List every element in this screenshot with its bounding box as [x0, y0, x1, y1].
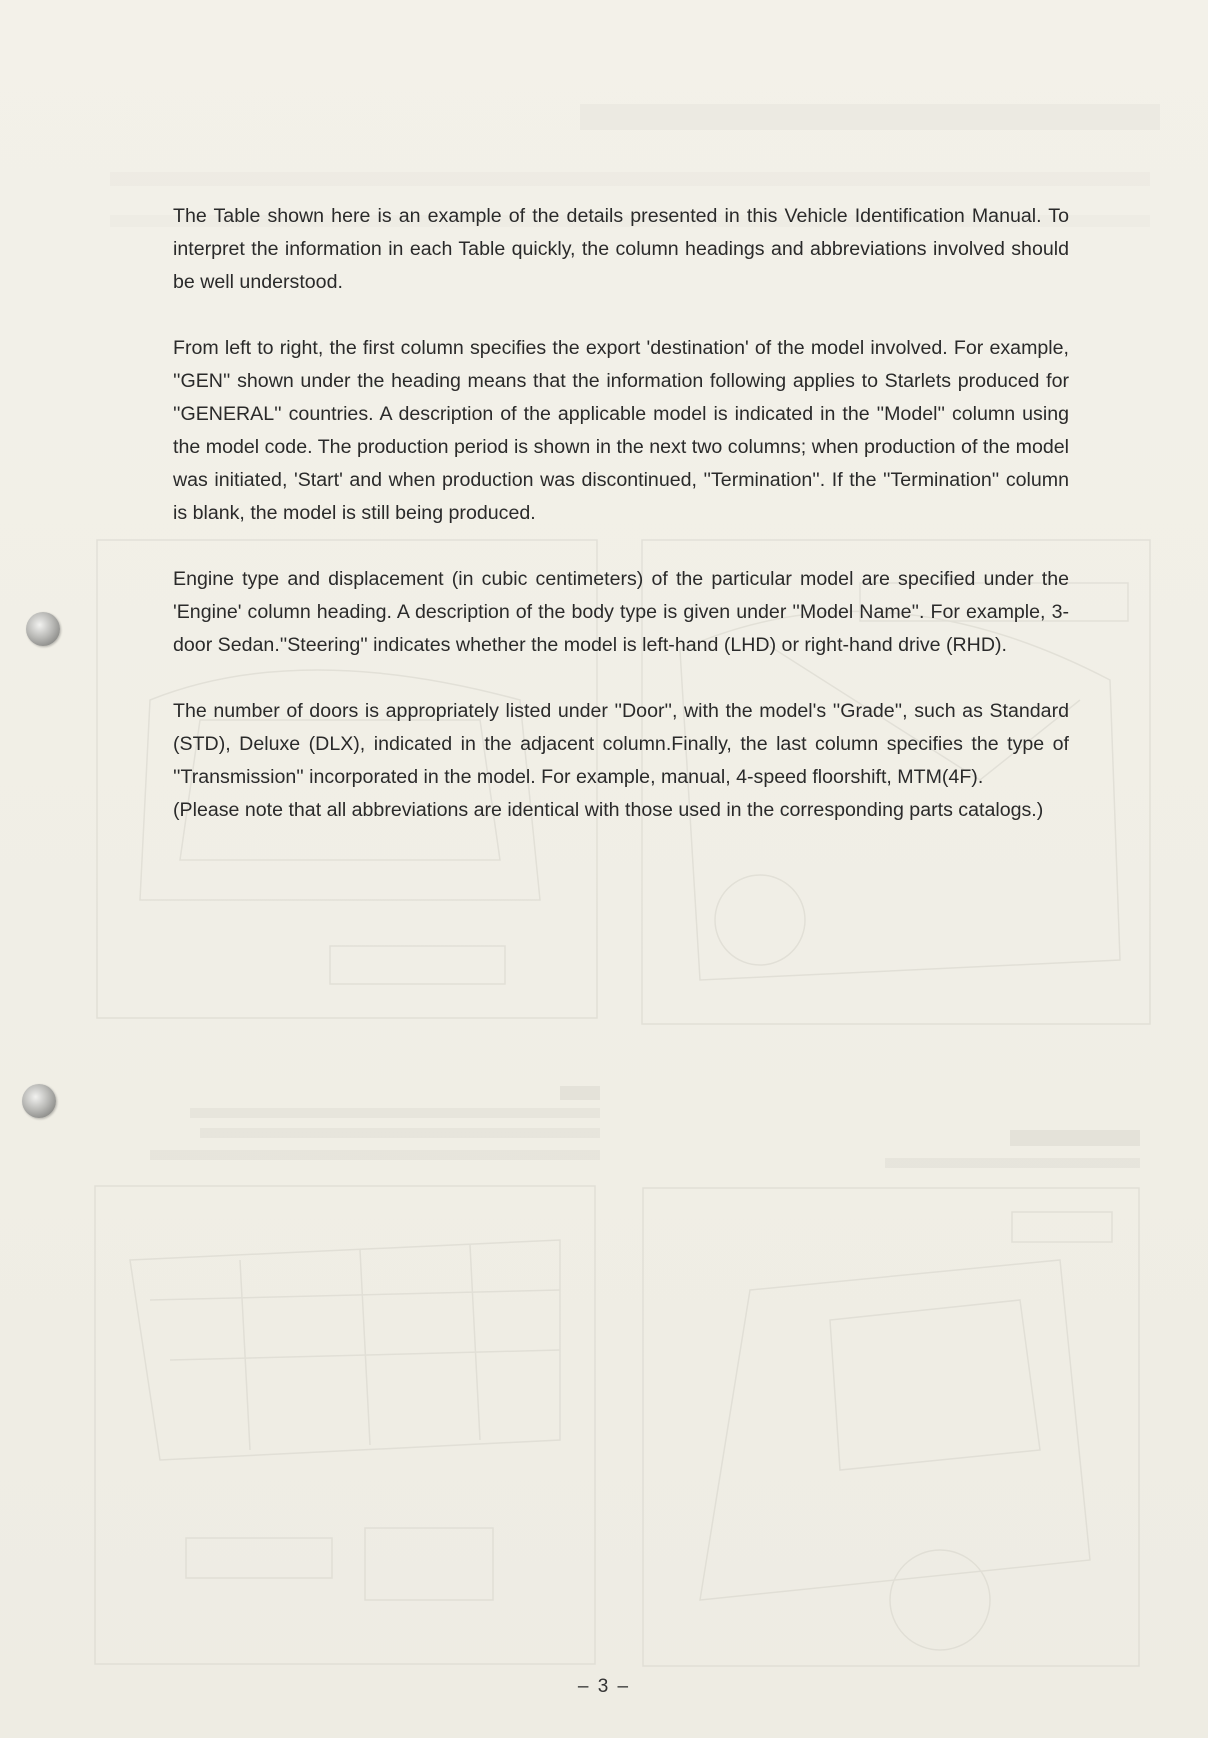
binder-hole-top: [26, 612, 60, 646]
paragraph-note: (Please note that all abbreviations are identical with those used in the corresponding parts catalogs.): [173, 799, 1044, 821]
paragraph-door-grade: The number of doors is appropriately listed under ''Door'', with the model's ''Grade'', such as Standard (STD), Deluxe (DLX), indicated in the adjacent column.Finally, the last column specifies the type of ''Transmission'' incorporated in the model. For example, manual, 4-speed floorshift, MTM(4F).: [173, 700, 1069, 788]
page-number: – 3 –: [577, 1676, 631, 1697]
paragraph-intro: The Table shown here is an example of the details presented in this Vehicle Identification Manual. To interpret the information in each Table quickly, the column headings and abbreviations involved should be well understood.: [173, 205, 1069, 293]
paragraph-columns: From left to right, the first column specifies the export 'destination' of the model involved. For example, ''GEN'' shown under the heading means that the information following applies to Starlets produced for ''GENERAL'' countries. A description of the applicable model is indicated in the ''Model'' column using the model code. The production period is shown in the next two columns; when production of the model was initiated, 'Start' and when production was discontinued, ''Termination''. If the ''Termination'' column is blank, the model is still being produced.: [173, 337, 1069, 524]
paragraph-engine: Engine type and displacement (in cubic centimeters) of the particular model are specified under the 'Engine' column heading. A description of the body type is given under ''Model Name''. For example, 3-door Sedan.''Steering'' indicates whether the model is left-hand (LHD) or right-hand drive (RHD).: [173, 568, 1069, 656]
binder-hole-bottom: [22, 1084, 56, 1118]
body-text: [173, 200, 1069, 827]
